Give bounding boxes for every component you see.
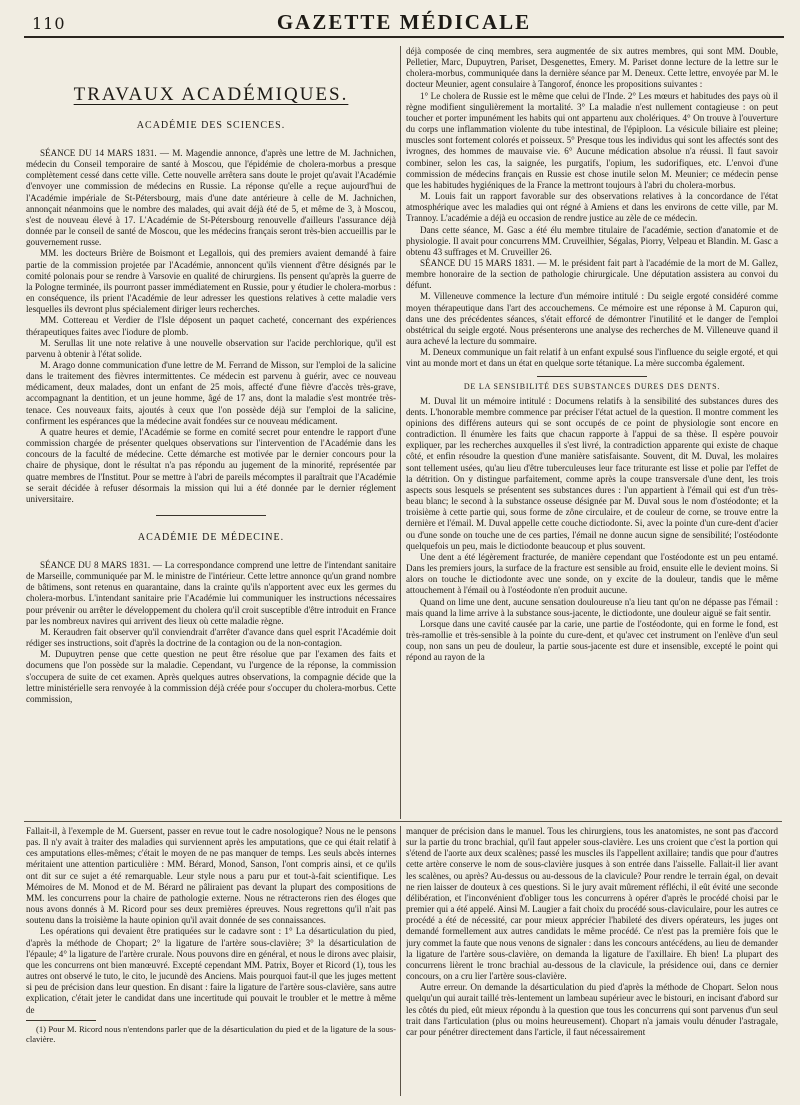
article-paragraph: M. Deneux communique un fait relatif à un enfant expulsé sous l'influence du seigle ergoté, et qui vint au monde mort et dans un état en quelque sorte tétanique. La mère succomba également.: [406, 347, 778, 369]
section-divider: [156, 515, 266, 516]
article-paragraph: MM. les docteurs Brière de Boismont et Legallois, qui des premiers avaient demandé à faire partie de la commission projetée par l'Académie, annoncent qu'ils viennent d'être désignés par le comité polonais pour se rendre à Varsovie en qualité de chirurgiens. Ils pensent qu'après la guerre de la Pologne terminée, ils pourront passer immédiatement en Russie, pour y étudier le cholera-morbus : en conséquence, ils prient l'Académie de leur adresser les questions relatives à cette maladie vers lesquelles ils devront plus spécialement diriger leurs recherches.: [26, 248, 396, 315]
page-header: [24, 6, 784, 38]
article-paragraph: Les opérations qui devaient être pratiquées sur le cadavre sont : 1° La désarticulation du pied, d'après la méthode de Chopart; 2° la ligature de l'artère sous-clavière; 3° la désarticulation de l'épaule; 4° la ligature de l'artère crurale. Nous pouvons dire en général, et nous le dirons avec plaisir, que les concurrens ont bien manœuvré. Excepté cependant MM. Patrix, Boyer et Ricord (1), tous les autres ont observé le tuto, le cito, le jucundè des Anciens. Mais pourquoi faut-il que les juges mettent si peu de précision dans leur question. En disant : faire la ligature de l'artère sous-clavière, sans autre explication, c'était jeter le candidat dans une incertitude qui pouvait le troubler et le mettre à même de: [26, 926, 396, 1015]
journal-title: GAZETTE MÉDICALE: [276, 10, 532, 34]
article-paragraph: Lorsque dans une cavité causée par la carie, une partie de l'ostéodonte, qui en forme le fond, est très-ramollie et très-sensible à la pointe du cure-dent, et qu'avec cet instrument on l'enlève d'un seul coup, non sans un peu de douleur, la partie sous-jacente est dure et insensible, excepté le point qui répond au rayon de la: [406, 618, 778, 663]
article-paragraph: M. Villeneuve commence la lecture d'un mémoire intitulé : Du seigle ergoté considéré comme moyen thérapeutique dans l'art des accouchemens. Ce mémoire est une réponse à M. Capuron qui, dans une des précédentes séances, s'était efforcé de démontrer l'inutilité et le danger de l'emploi obstétrical du seigle ergoté. Nous présenterons une analyse des recherches de M. Villeneuve quand il aura achevé la lecture du sommaire.: [406, 291, 778, 347]
academy-medicine-heading: ACADÉMIE DE MÉDECINE.: [137, 532, 285, 543]
page-number: 110: [32, 14, 66, 33]
article-paragraph: M. Arago donne communication d'une lettre de M. Ferrand de Misson, sur l'emploi de la salicine dans le traitement des fièvres intermittentes. Ce médecin est parvenu à guérir, avec ce nouveau médicament, deux malades, dont un enfant de 25 mois, affecté d'une fièvre d'accès très-grave, accompagnant la dentition, et un jeune homme, âgé de 17 ans, dont la maladie s'est montrée très-tenace. Ces nouveaux faits, ajoutés à ceux que l'on possède déjà sur l'emploi de la salicine, confirment les espérances que la médecine avait fondées sur ce nouveau médicament.: [26, 359, 396, 426]
article-paragraph: manquer de précision dans le manuel. Tous les chirurgiens, tous les anatomistes, ne sont pas d'accord sur la partie du tronc brachial, qu'il faut appeler sous-clavière. Les uns croient que c'est la portion qui s'étend de l'aorte aux deux scalènes; passé les muscles ils l'appellent axillaire; tandis que pour d'autres cette artère conserve le nom de sous-clavière jusques à son entrée dans l'aisselle. Fallait-il lier avant les scalènes, ou après? Au-dessus ou au-dessous de la clavicule? Pour rendre le terrain égal, on devait ne rien laisser de douteux à ces questions. Si le jury avait mûrement réfléchi, il eût évité une seconde délibération, et l'inconvénient d'obliger tous les concurrens à opérer d'après le procédé choisi par le premier qui a été appelé. Ainsi M. Laugier a fait choix du procédé sous-claviculaire, pour les autres ce procédé a été de nécessité, car pour mieux apprécier l'habileté des divers opérateurs, les juges ont demandé formellement aux autres candidats le même procédé. Ce n'est pas la première fois que le jury commet la faute que nous venons de signaler : dans les concours antécédens, au lieu de demander la ligature de l'artère sous-clavière, on demanda la ligature de l'axillaire. Eh bien! La plupart des concurrens lièrent le tronc brachial au-dessous de la clavicule, la présidence oui, dans ce dernier concours, on a cru lier l'artère sous-clavière.: [406, 826, 778, 982]
left-column: [26, 46, 396, 819]
bottom-right-column: [406, 826, 778, 1096]
section-divider: [537, 376, 647, 377]
topic-heading: DE LA SENSIBILITÉ DES SUBSTANCES DURES DES DENTS.: [463, 381, 721, 391]
bottom-left-column: [26, 826, 396, 1096]
article-paragraph: MM. Cottereau et Verdier de l'Isle déposent un paquet cacheté, concernant des expériences thérapeutiques faites avec l'iodure de plomb.: [26, 315, 396, 337]
column-divider: [400, 46, 401, 819]
article-paragraph: SÉANCE DU 15 MARS 1831. — M. le président fait part à l'académie de la mort de M. Gallez, membre honoraire de la section de pathologie chirurgicale. Une députation assistera au convoi du défunt.: [406, 257, 778, 291]
article-paragraph: Autre erreur. On demande la désarticulation du pied d'après la méthode de Chopart. Selon nous quelqu'un qui aurait taillé très-lentement un lambeau supérieur avec le bistouri, en incisant d'abord sur les côtés du pied, eût mieux répondu à la question que tous les concurrens qui sont parvenus d'un seul trait dans l'articulation (plus ou moins heureusement). Chopart n'a jamais voulu dénuder l'astragale, car pour pénétrer directement dans l'article, il faut nécessairement: [406, 982, 778, 1037]
article-paragraph: Quand on lime une dent, aucune sensation douloureuse n'a lieu tant qu'on ne dépasse pas l'émail : mais quand la lime arrive à la substance sous-jacente, le dictiodonte, une douleur aiguë se fait sentir.: [406, 596, 778, 618]
article-paragraph: M. Duval lit un mémoire intitulé : Documens relatifs à la sensibilité des substances dures des dents. L'honorable membre commence par préciser l'état actuel de la question. Il montre comment les opinions des différens auteurs qui se sont occupés de ce point de physiologie sont encore en contradiction. Il énumère les faits que chacun rapporte à l'appui de sa thèse. Il espère pouvoir expliquer, par les recherches auxquelles il s'est livré, la contradiction apparente qui existe de chaque côté, et enfin résoudre la question d'une manière satisfaisante. Souvent, dit M. Duval, les molaires sont tellement usées, qu'au lieu d'être tuberculeuses leur face triturante est lisse et polie par l'effet de la détrition. On y distingue parfaitement, comme après la coupe transversale d'une dent, les trois aspects sous lesquels se présentent ses substances dures : l'un appartient à l'émail qui est d'un très-beau blanc; le second à la substance osseuse désignée par M. Duval sous le nom d'ostéodonte; et la troisième à cette partie qui, sous forme de zône circulaire, et de couleur de corne, se trouve entre la dernière et l'émail. M. Duval appelle cette couche dictiodonte. Si, avec la pointe d'un cure-dent d'acier ou d'une sonde on touche une de ces parties, l'émail ne donne aucun signe de sensibilité; l'ostéodonte quelquefois un peu, mais le dictiodonte beaucoup et plus souvent.: [406, 395, 778, 551]
article-paragraph: SÉANCE DU 8 MARS 1831. — La correspondance comprend une lettre de l'intendant sanitaire de Marseille, communiquée par M. le ministre de l'intérieur. Cette lettre annonce qu'un grand nombre de bâtimens, sont retenus en quarantaine, dans la crainte qu'ils n'apportent avec eux les germes du cholera-morbus. L'intendant sanitaire prie l'Académie lui communiquer les instructions nécessaires pour prévenir ou arrêter le développement du cholera qu'il croit susceptible d'être introduit en France par les nombreux navires qui arrivent des lieux où cette maladie règne.: [26, 560, 396, 626]
article-paragraph: déjà composée de cinq membres, sera augmentée de six autres membres, qui sont MM. Double, Pelletier, Marc, Dupuytren, Pariset, Desgenettes, Emery. M. Pariset donne lecture de la lettre sur le cholera-morbus, communiquée dans la dernière séance par M. Deneux. Cette lettre, envoyée par M. le docteur Meunier, agent consulaire à Tangorof, énonce les propositions suivantes :: [406, 46, 778, 90]
section-title: TRAVAUX ACADÉMIQUES.: [73, 84, 349, 105]
article-paragraph: M. Keraudren fait observer qu'il conviendrait d'arrêter d'avance dans quel esprit l'Académie doit rédiger ses instructions, soit d'après la doctrine de la contagion ou de la non-contagion.: [26, 626, 396, 649]
article-paragraph: SÉANCE DU 14 MARS 1831. — M. Magendie annonce, d'après une lettre de M. Jachnichen, médecin du Conseil temporaire de santé à Moscou, que l'épidémie de cholera-morbus a presque complètement cessé dans cette ville. Cette nouvelle arrêtera sans doute le projet qu'avait l'Académie d'envoyer une commission de médecins en Russie. La réponse qu'elle a reçue aujourd'hui de l'Académie impériale de St-Pétersbourg, mais d'une date antérieure à celle de M. Jachnichen, annonçait néanmoins que le nombre des malades, qui avait déjà été de 5, et même de 3, à Moscou, s'est de nouveau élevé à 17. L'Académie de St-Pétersbourg renouvelle d'ailleurs l'assurance déjà donnée par le conseil de santé de Moscou, que les médecins français seront très-bien accueillis par le gouvernement russe.: [26, 148, 396, 248]
right-column: [406, 46, 778, 819]
horizontal-divider: [24, 821, 782, 822]
article-paragraph: A quatre heures et demie, l'Académie se forme en comité secret pour entendre le rapport d'une commission chargée de présenter quelques observations sur l'intervention de l'Académie dans les concours de la faculté de médecine. Cette démarche est motivée par le dernier concours pour la chaire de physique, dont le résultat n'a pas répondu au jugement de la minorité, représentée par quatre membres de l'Institut. Pour se mettre à l'abri de pareils mécomptes il paraîtrait que l'Académie se serait décidée à refuser désormais la mission qui lui a été donnée par le dernier réglement universitaire.: [26, 426, 396, 504]
footnote: (1) Pour M. Ricord nous n'entendons parler que de la désarticulation du pied et de la ligature de la sous-clavière.: [26, 1023, 396, 1045]
article-paragraph: 1° Le cholera de Russie est le même que celui de l'Inde. 2° Les mœurs et habitudes des pays où il règne modifient singulièrement la mortalité. 3° La maladie n'est nullement contagieuse : on peut toucher et porter impunément les habits qui ont appartenu aux cholériques. 4° On trouve à l'ouverture du corps une inflammation violente du tube intestinal, de l'épiploon. La vésicule biliaire est pleine; muscles sont fortement colorés et poisseux. 5° Presque tous les individus qui sont les affectés sont des ivrognes, des hommes de mauvaise vie. 6° Aucune médication absolue n'a réussi. Il faut savoir combiner, selon les cas, la saignée, les purgatifs, l'opium, les sudorifiques, etc. L'envoi d'une commission de médecins français en Russie est chose inutile selon M. Meunier; ce médecin pense que les habitudes hygiéniques de la France la mettront toujours à l'abri du cholera-morbus.: [406, 90, 778, 190]
footnote-divider: [26, 1020, 96, 1021]
article-paragraph: M. Serullas lit une note relative à une nouvelle observation sur l'acide perchlorique, qu'il est parvenu à obtenir à l'état solide.: [26, 337, 396, 359]
article-paragraph: M. Louis fait un rapport favorable sur des observations relatives à la concordance de l'état atmosphérique avec les maladies qui ont régné à Amiens et dans les environs de cette ville, par M. Trannoy. L'académie a déjà eu occasion de rendre justice au zèle de ce médecin.: [406, 191, 778, 224]
article-paragraph: Une dent a été légèrement fracturée, de manière cependant que l'ostéodonte est un peu entamé. Dans les premiers jours, la surface de la fracture est sensible au froid, ensuite elle le devient moins. Si alors on touche le dictiodonte avec une sonde, on y excite de la douleur, tandis que le même attouchement à l'émail ou à l'ostéodonte n'en produit aucune.: [406, 551, 778, 596]
article-paragraph: Dans cette séance, M. Gasc a été élu membre titulaire de l'académie, section d'anatomie et de physiologie. Il avait pour concurrens MM. Cruveilhier, Ségalas, Piorry, Velpeau et Blandin. M. Gasc a obtenu 43 suffrages et M. Cruveiller 26.: [406, 224, 778, 257]
article-paragraph: M. Dupuytren pense que cette question ne peut être résolue que par l'examen des faits et documens que l'on possède sur la maladie. Cependant, vu l'urgence de la réponse, la commission s'occupera de suite de cet examen. Après quelques autres observations, la compagnie décide que la lettre ministérielle sera renvoyée à la commission déjà créée pour s'occuper du cholera-morbus. Cette commission,: [26, 649, 396, 704]
academy-sciences-heading: ACADÉMIE DES SCIENCES.: [136, 120, 286, 131]
article-paragraph: Fallait-il, à l'exemple de M. Guersent, passer en revue tout le cadre nosologique? Nous ne le pensons pas. Il n'y avait à traiter des maladies qui surviennent après les amputations, que ce qui était relatif à ces amputations elles-mêmes; c'était le moyen de ne pas manquer de temps. Les seuls abcès internes méritaient une attention particulière : MM. Bérard, Monod, Sanson, l'ont compris ainsi, et ce qu'ils ont dit sur ce sujet a été remarquable. Leur style nous a paru pur et tout-à-fait scientifique. Les Mémoires de M. Monod et de M. Bérard ne pâliraient pas devant la plupart des compositions de MM. les concurrens pour la chaire de pathologie externe. Nous ne rétracterons rien des éloges que nous avons donnés à M. Ricord pour ses deux premières épreuves. Nous regrettons qu'il n'ait pas soutenu dans la troisième la haute opinion qu'il avait donnée de ses connaissances.: [26, 826, 396, 926]
column-divider: [400, 826, 401, 1096]
